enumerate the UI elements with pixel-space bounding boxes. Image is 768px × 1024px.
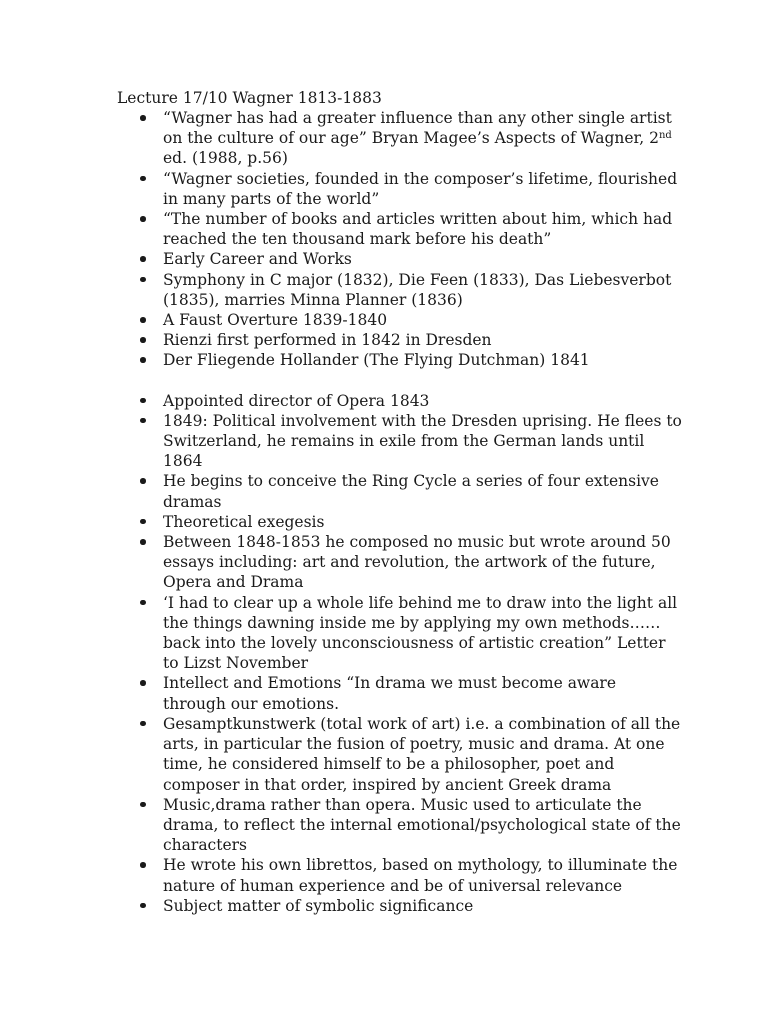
bullet-item: 1849: Political involvement with the Dresden uprising. He flees to Switzerland, he remains in exile from the German lands until 1864 — [163, 411, 682, 471]
bullet-item: Appointed director of Opera 1843 — [163, 391, 683, 411]
ordinal-superscript: nd — [658, 130, 672, 142]
bullet-item: Early Career and Works — [163, 249, 683, 269]
bullet-item: Rienzi first performed in 1842 in Dresden — [163, 330, 683, 350]
lecture-title: Lecture 17/10 Wagner 1813-1883 — [117, 89, 382, 107]
bullet-item: A Faust Overture 1839-1840 — [163, 310, 683, 330]
bullet-item: Symphony in C major (1832), Die Feen (1833), Das Liebesverbot (1835), marries Minna Planner (1836) — [163, 270, 683, 310]
bullet-item: Gesamptkunstwerk (total work of art) i.e. a combination of all the arts, in particular the fusion of poetry, music and drama. At one time, he considered himself to be a philosopher, poet and composer in that order, inspired by ancient Greek drama — [163, 714, 683, 795]
bullet-item — [163, 108, 683, 169]
bullet-item: Der Fliegende Hollander (The Flying Dutchman) 1841 — [163, 350, 683, 370]
bullet-list — [163, 108, 683, 916]
bullet-item: “The number of books and articles written about him, which had reached the ten thousand mark before his death” — [163, 209, 683, 249]
bullet-item: Music,drama rather than opera. Music used to articulate the drama, to reflect the internal emotional/psychological state of the characters — [163, 795, 683, 856]
bullet-text-continued: ed. (1988, p.56) — [163, 149, 288, 168]
bullet-item: Between 1848-1853 he composed no music but wrote around 50 essays including: art and revolution, the artwork of the future, Opera and Drama — [163, 532, 683, 593]
bullet-item: ‘I had to clear up a whole life behind me to draw into the light all the things dawning inside me by applying my own methods……back into the lovely unconsciousness of artistic creation” Letter to Lizst November — [163, 593, 683, 674]
bullet-item: He wrote his own librettos, based on mythology, to illuminate the nature of human experience and be of universal relevance — [163, 855, 683, 895]
bullet-item: He begins to conceive the Ring Cycle a series of four extensive dramas — [163, 471, 683, 511]
bullet-item: Subject matter of symbolic significance — [163, 896, 683, 916]
bullet-item: Intellect and Emotions “In drama we must become aware through our emotions. — [163, 673, 683, 713]
bullet-item: Theoretical exegesis — [163, 512, 683, 532]
bullet-text: “Wagner has had a greater influence than any other single artist on the culture of our age” Bryan Magee’s Aspects of Wagner, 2 — [163, 109, 672, 148]
bullet-item: “Wagner societies, founded in the composer’s lifetime, flourished in many parts of the world” — [163, 169, 683, 209]
